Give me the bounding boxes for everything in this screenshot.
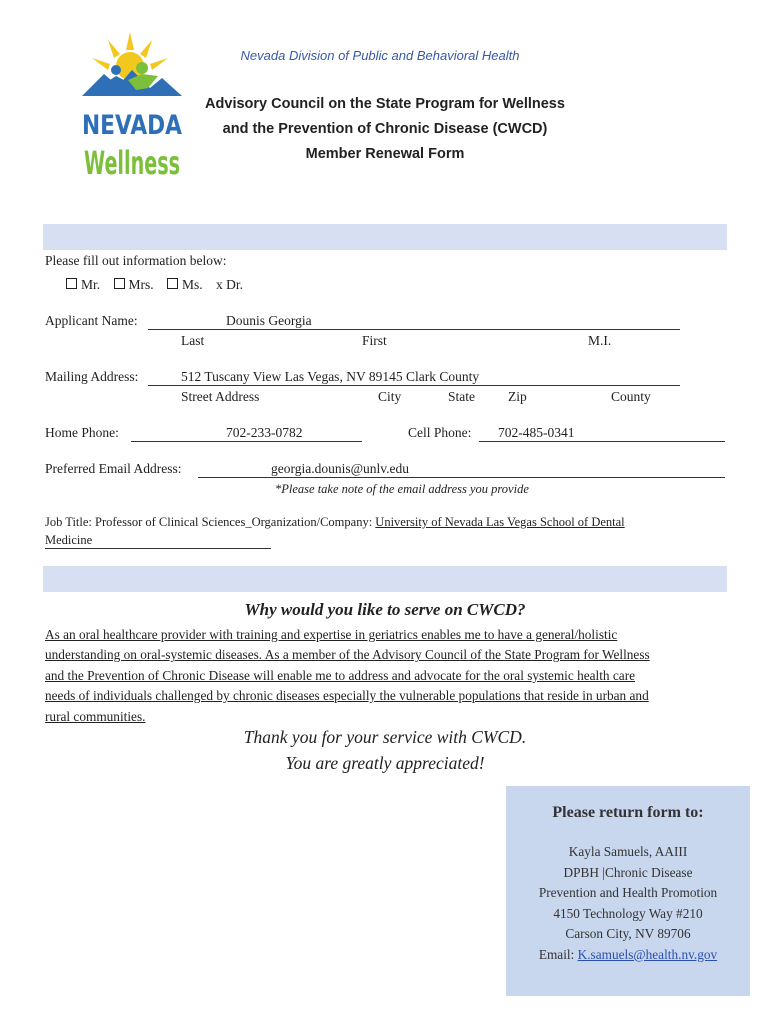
sublabel-city: City bbox=[378, 389, 402, 404]
salutation-mrs[interactable]: Mrs. bbox=[114, 277, 154, 292]
return-email-link[interactable]: K.samuels@health.nv.gov bbox=[577, 946, 718, 962]
applicant-name-field[interactable] bbox=[148, 313, 680, 330]
applicant-name-label: Applicant Name: bbox=[45, 313, 138, 328]
agency-name: Nevada Division of Public and Behavioral Health bbox=[240, 48, 520, 63]
cell-phone-field[interactable] bbox=[479, 425, 725, 442]
email-field[interactable] bbox=[198, 461, 725, 478]
logo-nevada-text: NEVADA bbox=[82, 110, 183, 141]
sublabel-last: Last bbox=[181, 333, 205, 348]
nevada-wellness-logo bbox=[78, 30, 186, 180]
return-line-4: 4150 Technology Way #210 bbox=[553, 905, 703, 921]
salutation-ms[interactable]: Ms. bbox=[167, 277, 203, 292]
section-band-middle bbox=[43, 566, 727, 592]
why-response[interactable] bbox=[45, 625, 727, 727]
why-line-2: understanding on oral-systemic diseases. As a member of the Advisory Council of the State Program for Wellness bbox=[45, 647, 650, 663]
sublabel-first: First bbox=[362, 333, 387, 348]
checkbox-mr[interactable] bbox=[66, 278, 77, 289]
cell-phone-value: 702-485-0341 bbox=[498, 425, 575, 440]
job-title-text: Job Title: Professor of Clinical Sciences_Organization/Company: bbox=[45, 515, 376, 529]
sublabel-mi: M.I. bbox=[588, 333, 612, 348]
thanks-line-2: You are greatly appreciated! bbox=[285, 753, 485, 773]
return-line-5: Carson City, NV 89706 bbox=[565, 926, 691, 941]
return-address bbox=[506, 842, 750, 965]
mailing-address-field[interactable] bbox=[148, 369, 680, 386]
applicant-name-value: Dounis Georgia bbox=[226, 313, 312, 328]
home-phone-value: 702-233-0782 bbox=[226, 425, 303, 440]
mailing-address-value: 512 Tuscany View Las Vegas, NV 89145 Clark County bbox=[181, 369, 480, 384]
return-line-1: Kayla Samuels, AAIII bbox=[568, 844, 688, 859]
return-email-label: Email: bbox=[538, 946, 578, 962]
form-title bbox=[180, 92, 590, 167]
checkbox-ms[interactable] bbox=[167, 278, 178, 289]
sublabel-state: State bbox=[448, 389, 475, 404]
thank-you-message bbox=[140, 724, 630, 776]
job-title-line bbox=[45, 515, 735, 530]
email-value: georgia.dounis@unlv.edu bbox=[271, 461, 410, 476]
sublabel-street: Street Address bbox=[181, 389, 260, 404]
salutation-group bbox=[66, 277, 243, 293]
home-phone-label: Home Phone: bbox=[45, 425, 119, 440]
why-line-3: and the Prevention of Chronic Disease will enable me to address and advocate for the oral systemic health care bbox=[45, 667, 636, 683]
sublabel-zip: Zip bbox=[508, 389, 527, 404]
home-phone-field[interactable] bbox=[131, 425, 362, 442]
mailing-address-label: Mailing Address: bbox=[45, 369, 139, 384]
return-line-3: Prevention and Health Promotion bbox=[538, 885, 718, 900]
checkbox-dr-mark[interactable]: x bbox=[216, 277, 223, 292]
title-line-3: Member Renewal Form bbox=[305, 146, 465, 162]
instruction-text: Please fill out information below: bbox=[45, 253, 227, 268]
salutation-mr[interactable]: Mr. bbox=[66, 277, 100, 292]
return-heading: Please return form to: bbox=[552, 804, 704, 821]
email-label: Preferred Email Address: bbox=[45, 461, 182, 476]
thanks-line-1: Thank you for your service with CWCD. bbox=[243, 727, 527, 747]
organization-cont: Medicine bbox=[45, 533, 93, 547]
sublabel-county: County bbox=[611, 389, 651, 404]
why-heading: Why would you like to serve on CWCD? bbox=[244, 600, 526, 619]
organization-cont-field[interactable] bbox=[45, 533, 271, 549]
return-line-2: DPBH |Chronic Disease bbox=[563, 864, 693, 880]
section-band-top bbox=[43, 224, 727, 250]
logo-wellness-text: Wellness bbox=[84, 144, 180, 182]
organization-value[interactable]: University of Nevada Las Vegas School of Dental bbox=[375, 515, 625, 529]
checkbox-mrs[interactable] bbox=[114, 278, 125, 289]
cell-phone-label: Cell Phone: bbox=[408, 425, 472, 440]
why-line-4: needs of individuals challenged by chronic diseases especially the vulnerable populations that reside in urban and bbox=[45, 688, 649, 704]
salutation-dr[interactable]: x Dr. bbox=[216, 277, 244, 292]
email-note: *Please take note of the email address you provide bbox=[275, 482, 529, 496]
return-email-line bbox=[506, 945, 750, 966]
why-line-1: As an oral healthcare provider with training and expertise in geriatrics enables me to have a general/holistic bbox=[45, 627, 618, 642]
title-line-2: and the Prevention of Chronic Disease (CWCD) bbox=[222, 121, 548, 137]
title-line-1: Advisory Council on the State Program for Wellness bbox=[205, 96, 565, 112]
why-line-5: rural communities. bbox=[45, 708, 146, 724]
